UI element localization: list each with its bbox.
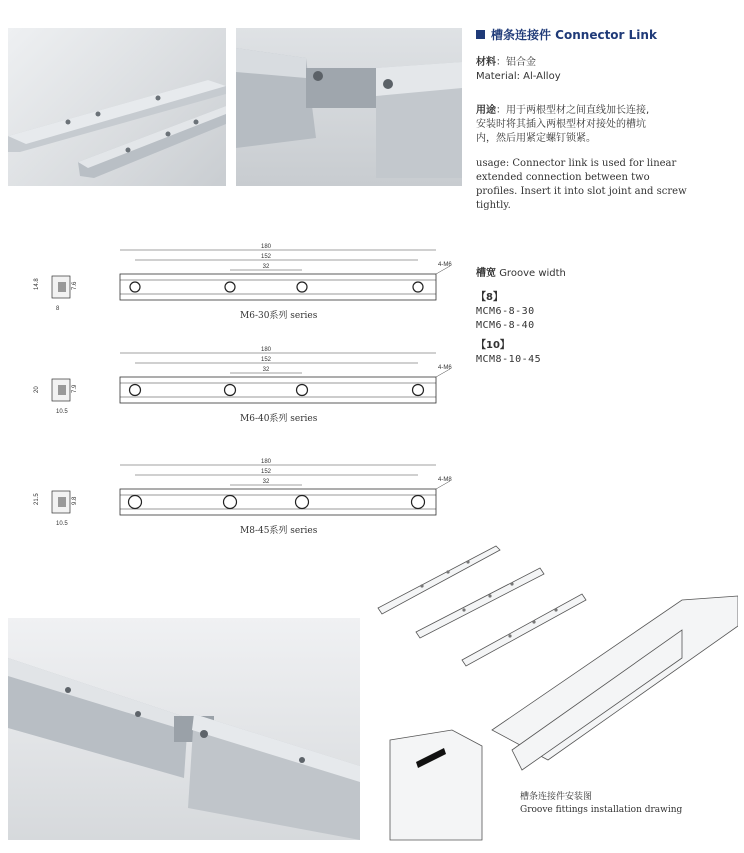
groove-size-10: 【10】 [476,340,510,351]
dim-height: 20 [34,386,40,393]
usage-en-line-2: extended connection between two [476,172,650,183]
drawing-1 [0,240,470,315]
material-label: 材料 [476,57,496,68]
groove-block [476,267,566,367]
hole-3 [296,496,309,509]
dim-height: 21.5 [34,493,40,505]
usage-cn-line-2: 安装时将其插入两根型材对接处的槽坑 [476,119,646,130]
install-caption [520,791,682,817]
thread-label: 4-M6 [438,262,452,268]
material-value: 铝合金 [506,57,536,68]
hole-1 [130,385,141,396]
dim-slot: 7.6 [72,281,78,290]
connector-bar [120,489,436,515]
page-title-text: 槽条连接件 Connector Link [491,28,657,42]
thread-label: 4-M8 [438,477,452,483]
dim-width: 10.5 [56,409,68,415]
model-mcm8-10-45: MCM8-10-45 [476,354,542,365]
usage-cn-line-3: 内，然后用紧定螺钉锁紧。 [476,133,596,144]
hole-3 [297,385,308,396]
dim-slot: 7.9 [72,384,78,393]
install-caption-en: Groove fittings installation drawing [520,805,683,815]
connector-strips-photo [8,28,226,186]
dim-width: 10.5 [56,521,68,527]
usage-en-line-1: usage: Connector link is used for linear [476,158,677,169]
side-profile-thread [58,497,66,507]
watermark: 搜狐号@美诚铝业 [500,822,644,843]
hole-2 [225,385,236,396]
hole-3 [297,282,307,292]
hole-1 [130,282,140,292]
side-profile-thread [58,282,66,292]
drawing-3 [0,455,470,530]
model-mcm6-8-30: MCM6-8-30 [476,306,535,317]
profiles-connected-photo [8,618,360,840]
hole-4 [412,496,425,509]
model-mcm6-8-40: MCM6-8-40 [476,320,535,331]
profile-joint-photo [236,28,462,186]
series-label-2: M6-40系列 series [240,414,318,424]
dim-slot: 9.8 [72,496,78,505]
thread-label: 4-M6 [438,365,452,371]
series-label-3: M8-45系列 series [240,526,318,536]
dim-mid: 152 [260,469,272,475]
dim-inner: 32 [262,264,270,270]
groove-label: 槽宽 [476,268,496,279]
dim-inner: 32 [262,367,270,373]
side-profile-thread [58,385,66,395]
groove-label-en: Groove width [499,268,566,279]
hole-2 [224,496,237,509]
usage-en-line-3: profiles. Insert it into slot joint and screw [476,186,687,197]
usage-en-line-4: tightly. [476,200,511,211]
dim-total: 180 [260,459,272,465]
dim-mid: 152 [260,357,272,363]
material-block: 材料：铝合金 Material: Al-Alloy [476,57,561,82]
series-label-1: M6-30系列 series [240,311,318,321]
connector-bar [120,377,436,403]
dim-mid: 152 [260,254,272,260]
dim-total: 180 [260,244,272,250]
hole-4 [413,282,423,292]
connector-bar [120,274,436,300]
usage-block: 用途：用于两根型材之间直线加长连接, 安装时将其插入两根型材对接处的槽坑 内，然后用紧定螺钉锁紧。 [476,105,650,144]
hole-4 [413,385,424,396]
dim-width: 8 [56,306,60,312]
page-title [476,26,657,43]
dim-height: 14.8 [34,278,40,290]
hole-1 [129,496,142,509]
title-square-icon [476,30,485,39]
dim-inner: 32 [262,479,270,485]
install-caption-cn: 槽条连接件安装图 [520,792,593,802]
usage-en-block [476,157,687,213]
hole-2 [225,282,235,292]
material-en: Material: Al-Alloy [476,71,561,82]
groove-size-8: 【8】 [476,292,503,303]
drawing-2 [0,343,470,418]
usage-cn-line-1: 用于两根型材之间直线加长连接, [506,105,650,116]
usage-label: 用途 [476,105,496,116]
dim-total: 180 [260,347,272,353]
